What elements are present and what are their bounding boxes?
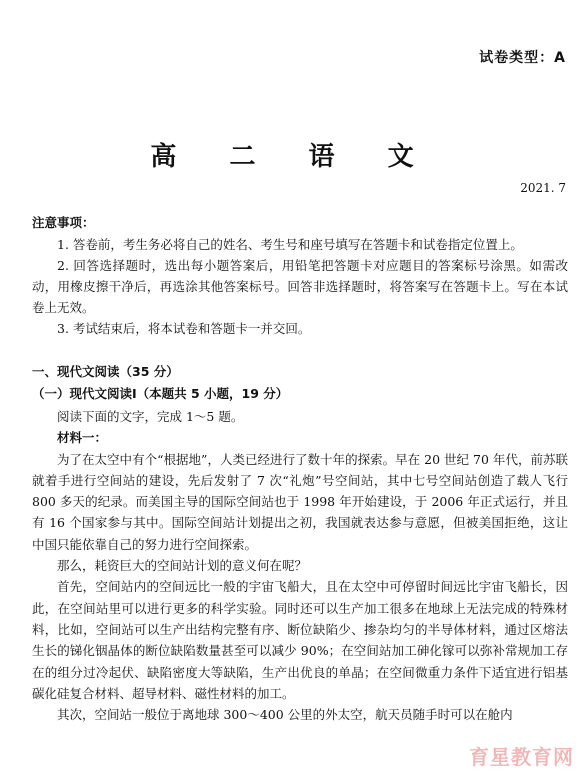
note-item: 1. 答卷前，考生务必将自己的姓名、考生号和座号填写在答题卡和试卷指定位置上。 [57, 237, 523, 252]
watermark: 育星教育网 [469, 745, 574, 769]
note-item: 3. 考试结束后，将本试卷和答题卡一并交回。 [57, 321, 311, 336]
notes-heading: 注意事项： [32, 215, 95, 230]
reading-passage [32, 406, 568, 725]
exam-type-label: 试卷类型：A [479, 50, 566, 66]
material-label: 材料一： [57, 430, 108, 446]
notes-list [32, 234, 568, 339]
passage-paragraph: 首先，空间站内的空间远比一般的宇宙飞船大，且在太空中可停留时间远比宇宙飞船长，因此，在空间站里可以进行更多的科学实验。同时还可以生产加工很多在地球上无法完成的特殊材料，比如，空间站可以生产出结构完整有序、断位缺陷少、掺杂均匀的半导体材料，通过区熔法生长的锑化铟晶体的断位缺陷数量甚至可以减少 90%；在空间站加工砷化镓可以弥补常规加工存在的组分过冷起伏、缺陷密度大等缺陷，生产出优良的单晶；在空间微重力条件下适宜进行铝基碳化硅复合材料、超导材料、磁性材料的加工。 [32, 579, 568, 701]
exam-date: 2021. 7 [520, 181, 566, 195]
section-heading: 一、现代文阅读（35 分） [32, 364, 179, 379]
note-item: 2. 回答选择题时，选出每小题答案后，用铅笔把答题卡对应题目的答案标号涂黑。如需改动，用橡皮擦干净后，再选涂其他答案标号。回答非选择题时，将答案写在答题卡上。写在本试卷上无效。 [32, 258, 568, 315]
instruction-text: 阅读下面的文字，完成 1～5 题。 [57, 409, 244, 424]
page-title: 高 二 语 文 [150, 142, 436, 172]
subsection-heading: （一）现代文阅读Ⅰ（本题共 5 小题，19 分） [32, 386, 289, 401]
passage-paragraph: 为了在太空中有个“根据地”，人类已经进行了数十年的探索。早在 20 世纪 70 年代，前苏联就着手进行空间站的建设，先后发射了 7 次“礼炮”号空间站，其中七号空间站创造了载人飞行 800 多天的纪录。而美国主导的国际空间站也于 1998 年开始建设，于 2006 年正式运行，并且有 16 个国家参与其中。国际空间站计划提出之初，我国就表达参与意愿，但被美国拒绝，这让中国只能依靠自己的努力进行空间探索。 [32, 451, 568, 552]
passage-paragraph: 那么，耗资巨大的空间站计划的意义何在呢？ [57, 558, 308, 574]
passage-paragraph: 其次，空间站一般位于离地球 300～400 公里的外太空，航天员随手时可以在舱内 [57, 707, 513, 723]
